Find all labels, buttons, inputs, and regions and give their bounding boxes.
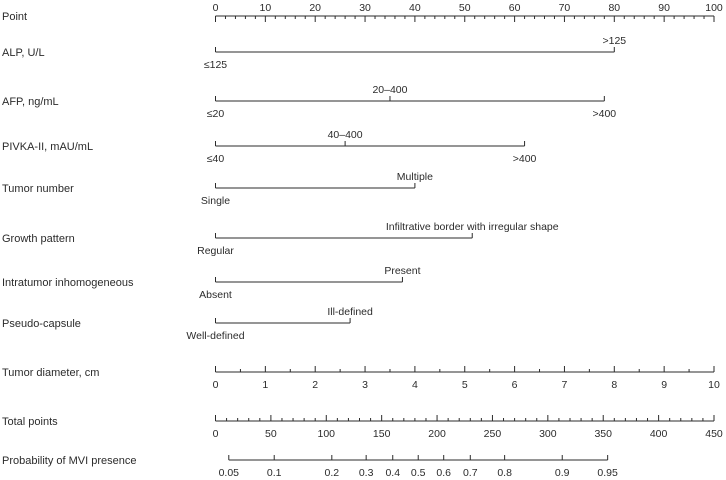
predictor-2-level-label: ≤20: [206, 108, 225, 120]
probability-scale-tick-label: 0.2: [324, 467, 340, 479]
probability-scale-tick-label: 0.9: [554, 467, 570, 479]
total-points-scale-tick-label: 50: [265, 428, 277, 440]
predictor-2-label: AFP, ng/mL: [2, 96, 59, 108]
predictor-5-level-label: Infiltrative border with irregular shape: [385, 221, 559, 233]
total-points-scale-tick-label: 0: [212, 428, 219, 440]
predictor-4-level-label: Single: [200, 195, 231, 207]
predictor-1-level-label: ≤125: [203, 59, 228, 71]
predictor-3-level-label: 40–400: [327, 129, 363, 141]
diameter-scale-tick-label: 4: [411, 379, 418, 391]
total-points-scale-tick-label: 150: [372, 428, 391, 440]
probability-scale-tick-label: 0.7: [462, 467, 478, 479]
total-points-scale-tick-label: 300: [539, 428, 557, 440]
probability-scale-tick-label: 0.8: [497, 467, 512, 479]
total-points-scale-tick-label: 400: [649, 428, 668, 440]
predictor-7-level-label: Well-defined: [186, 330, 245, 342]
predictor-1-level-label: >125: [602, 35, 627, 47]
probability-scale-tick-label: 0.05: [218, 467, 240, 479]
diameter-scale-tick-label: 0: [212, 379, 219, 391]
total-points-scale-tick-label: 250: [483, 428, 502, 440]
predictor-6-level-label: Absent: [199, 289, 232, 301]
point-scale-tick-label: 20: [309, 2, 322, 14]
diameter-scale-tick-label: 6: [511, 379, 518, 391]
diameter-scale-tick-label: 3: [362, 379, 368, 391]
probability-scale-tick-label: 0.1: [266, 467, 282, 479]
predictor-4-label: Tumor number: [2, 183, 74, 195]
predictor-6-label: Intratumor inhomogeneous: [2, 277, 134, 289]
predictor-5-label: Growth pattern: [2, 233, 75, 245]
probability-scale-tick-label: 0.3: [358, 467, 374, 479]
predictor-3-level-label: ≤40: [206, 153, 225, 165]
predictor-5-level-label: Regular: [197, 245, 234, 257]
diameter-scale-tick-label: 8: [611, 379, 618, 391]
total-points-scale-tick-label: 100: [317, 428, 336, 440]
point-scale-tick-label: 70: [558, 2, 571, 14]
predictor-7-level-label: Ill-defined: [327, 306, 373, 318]
point-scale-tick-label: 0: [212, 2, 219, 14]
predictor-3-label: PIVKA-II, mAU/mL: [2, 141, 94, 153]
diameter-scale-tick-label: 7: [561, 379, 568, 391]
point-scale-tick-label: 30: [359, 2, 371, 14]
probability-scale-label: Probability of MVI presence: [2, 455, 137, 467]
probability-scale-tick-label: 0.4: [385, 467, 401, 479]
total-points-scale-tick-label: 200: [428, 428, 446, 440]
predictor-6-level-label: Present: [384, 265, 421, 277]
point-scale-tick-label: 40: [409, 2, 421, 14]
diameter-scale-label: Tumor diameter, cm: [2, 367, 100, 379]
total-points-scale-tick-label: 350: [594, 428, 612, 440]
predictor-4-level-label: Multiple: [396, 171, 433, 183]
predictor-3-level-label: >400: [512, 153, 537, 165]
predictor-1-label: ALP, U/L: [2, 47, 45, 59]
total-points-scale-tick-label: 450: [705, 428, 723, 440]
point-scale-tick-label: 10: [259, 2, 272, 14]
predictor-2-level-label: 20–400: [372, 84, 408, 96]
predictor-7-label: Pseudo-capsule: [2, 318, 81, 330]
probability-scale-tick-label: 0.95: [597, 467, 618, 479]
probability-scale-tick-label: 0.6: [436, 467, 452, 479]
diameter-scale-tick-label: 10: [708, 379, 720, 391]
point-scale-label: Point: [2, 11, 28, 23]
point-scale-tick-label: 60: [508, 2, 521, 14]
point-scale-tick-label: 50: [458, 2, 471, 14]
diameter-scale-tick-label: 1: [262, 379, 269, 391]
point-scale-tick-label: 90: [658, 2, 670, 14]
probability-scale-tick-label: 0.5: [410, 467, 426, 479]
predictor-2-level-label: >400: [592, 108, 617, 120]
diameter-scale-tick-label: 9: [661, 379, 668, 391]
point-scale-tick-label: 80: [608, 2, 621, 14]
diameter-scale-tick-label: 5: [461, 379, 468, 391]
total-points-scale-label: Total points: [2, 416, 58, 428]
diameter-scale-tick-label: 2: [312, 379, 319, 391]
point-scale-tick-label: 100: [705, 2, 723, 14]
